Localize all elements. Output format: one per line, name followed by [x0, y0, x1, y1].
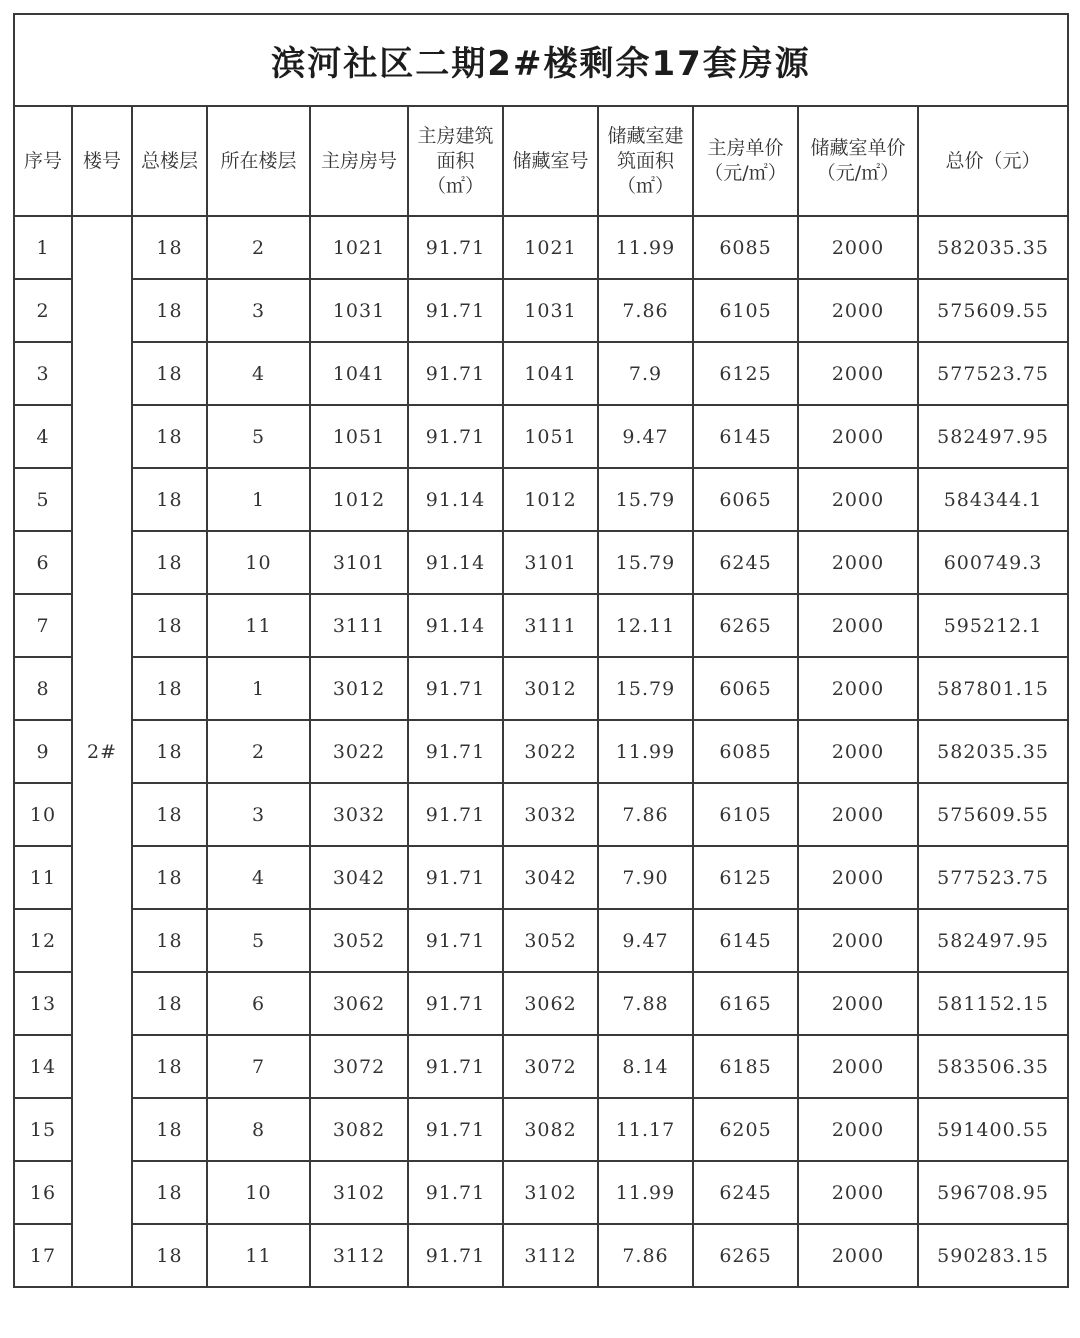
- cell-floor: 10: [207, 1161, 310, 1224]
- cell-seq: 6: [14, 531, 72, 594]
- cell-total-floors: 18: [132, 468, 207, 531]
- cell-floor: 1: [207, 657, 310, 720]
- cell-main-area: 91.71: [408, 1224, 503, 1287]
- cell-seq: 11: [14, 846, 72, 909]
- header-floor-line: 所在楼层: [220, 149, 297, 172]
- cell-main-area: 91.71: [408, 720, 503, 783]
- header-total-price-line: 总价（元）: [945, 149, 1041, 172]
- cell-total-price: 582035.35: [918, 720, 1068, 783]
- cell-storage-unit-price: 2000: [798, 846, 918, 909]
- cell-main-area: 91.71: [408, 342, 503, 405]
- cell-main-room-no: 3052: [310, 909, 408, 972]
- cell-storage-unit-price: 2000: [798, 657, 918, 720]
- cell-main-unit-price: 6265: [693, 594, 798, 657]
- cell-total-price: 581152.15: [918, 972, 1068, 1035]
- cell-floor: 1: [207, 468, 310, 531]
- cell-storage-area: 12.11: [598, 594, 693, 657]
- header-storage-area-line: 储藏室建: [607, 124, 684, 147]
- table-header-row: [14, 106, 1068, 216]
- table-row: [14, 405, 1068, 468]
- cell-storage-unit-price: 2000: [798, 1224, 918, 1287]
- cell-storage-area: 8.14: [598, 1035, 693, 1098]
- cell-total-price: 582497.95: [918, 909, 1068, 972]
- cell-floor: 2: [207, 720, 310, 783]
- cell-storage-no: 1031: [503, 279, 598, 342]
- table-row: [14, 783, 1068, 846]
- cell-seq: 15: [14, 1098, 72, 1161]
- cell-seq: 7: [14, 594, 72, 657]
- cell-seq: 4: [14, 405, 72, 468]
- cell-total-floors: 18: [132, 216, 207, 279]
- cell-main-unit-price: 6145: [693, 909, 798, 972]
- cell-main-area: 91.14: [408, 594, 503, 657]
- cell-main-room-no: 3022: [310, 720, 408, 783]
- header-storage-no: [503, 106, 598, 216]
- cell-storage-no: 3042: [503, 846, 598, 909]
- cell-main-area: 91.71: [408, 657, 503, 720]
- cell-storage-no: 1041: [503, 342, 598, 405]
- table-row: [14, 468, 1068, 531]
- cell-main-unit-price: 6085: [693, 216, 798, 279]
- cell-total-price: 587801.15: [918, 657, 1068, 720]
- housing-table: [13, 13, 1069, 1288]
- table-row: [14, 216, 1068, 279]
- table-row: [14, 846, 1068, 909]
- cell-storage-area: 11.99: [598, 1161, 693, 1224]
- cell-storage-no: 1021: [503, 216, 598, 279]
- cell-main-room-no: 3112: [310, 1224, 408, 1287]
- cell-seq: 16: [14, 1161, 72, 1224]
- cell-main-room-no: 1031: [310, 279, 408, 342]
- cell-storage-no: 3022: [503, 720, 598, 783]
- cell-total-floors: 18: [132, 972, 207, 1035]
- cell-storage-unit-price: 2000: [798, 468, 918, 531]
- cell-main-unit-price: 6145: [693, 405, 798, 468]
- cell-floor: 5: [207, 909, 310, 972]
- cell-storage-unit-price: 2000: [798, 279, 918, 342]
- table-body: [14, 216, 1068, 1287]
- cell-main-room-no: 1041: [310, 342, 408, 405]
- header-main-unit-price-line: （元/㎡）: [704, 162, 787, 184]
- cell-storage-area: 11.17: [598, 1098, 693, 1161]
- cell-seq: 17: [14, 1224, 72, 1287]
- cell-main-unit-price: 6085: [693, 720, 798, 783]
- cell-storage-area: 7.88: [598, 972, 693, 1035]
- cell-total-price: 600749.3: [918, 531, 1068, 594]
- table-row: [14, 1224, 1068, 1287]
- cell-total-price: 590283.15: [918, 1224, 1068, 1287]
- cell-storage-no: 3032: [503, 783, 598, 846]
- header-main-area-line: 主房建筑: [417, 124, 494, 147]
- table-row: [14, 909, 1068, 972]
- cell-storage-no: 3062: [503, 972, 598, 1035]
- cell-total-floors: 18: [132, 783, 207, 846]
- cell-storage-area: 15.79: [598, 657, 693, 720]
- cell-storage-no: 1012: [503, 468, 598, 531]
- cell-seq: 5: [14, 468, 72, 531]
- table-row: [14, 1161, 1068, 1224]
- cell-storage-unit-price: 2000: [798, 1098, 918, 1161]
- cell-floor: 5: [207, 405, 310, 468]
- cell-seq: 14: [14, 1035, 72, 1098]
- header-seq-line: 序号: [23, 149, 62, 172]
- header-building: [72, 106, 132, 216]
- cell-floor: 3: [207, 783, 310, 846]
- cell-storage-area: 7.86: [598, 1224, 693, 1287]
- cell-storage-unit-price: 2000: [798, 594, 918, 657]
- header-storage-unit-price-line: （元/㎡）: [816, 162, 900, 184]
- cell-total-floors: 18: [132, 1098, 207, 1161]
- cell-main-room-no: 3111: [310, 594, 408, 657]
- header-seq: [14, 106, 72, 216]
- table-title: 滨河社区二期2#楼剩余17套房源: [14, 14, 1068, 106]
- cell-total-floors: 18: [132, 657, 207, 720]
- cell-total-floors: 18: [132, 405, 207, 468]
- cell-main-area: 91.71: [408, 279, 503, 342]
- cell-main-room-no: 1012: [310, 468, 408, 531]
- cell-main-area: 91.71: [408, 405, 503, 468]
- cell-storage-area: 7.86: [598, 783, 693, 846]
- cell-main-unit-price: 6105: [693, 783, 798, 846]
- cell-storage-area: 15.79: [598, 531, 693, 594]
- cell-floor: 2: [207, 216, 310, 279]
- header-main-unit-price-line: 主房单价: [707, 137, 784, 159]
- cell-storage-no: 3012: [503, 657, 598, 720]
- cell-main-room-no: 1051: [310, 405, 408, 468]
- cell-main-area: 91.71: [408, 972, 503, 1035]
- cell-storage-no: 3052: [503, 909, 598, 972]
- cell-main-area: 91.14: [408, 531, 503, 594]
- cell-main-room-no: 3042: [310, 846, 408, 909]
- cell-main-room-no: 3062: [310, 972, 408, 1035]
- cell-main-area: 91.71: [408, 216, 503, 279]
- header-total-price: [918, 106, 1068, 216]
- cell-total-floors: 18: [132, 1035, 207, 1098]
- header-storage-unit-price: [798, 106, 918, 216]
- table-row: [14, 1035, 1068, 1098]
- cell-total-floors: 18: [132, 1224, 207, 1287]
- cell-storage-area: 11.99: [598, 216, 693, 279]
- cell-total-price: 591400.55: [918, 1098, 1068, 1161]
- table-row: [14, 342, 1068, 405]
- cell-seq: 10: [14, 783, 72, 846]
- cell-storage-unit-price: 2000: [798, 405, 918, 468]
- cell-storage-area: 7.9: [598, 342, 693, 405]
- cell-storage-unit-price: 2000: [798, 720, 918, 783]
- header-storage-area-line: （㎡）: [616, 174, 674, 197]
- header-main-room-no: [310, 106, 408, 216]
- cell-storage-unit-price: 2000: [798, 972, 918, 1035]
- cell-storage-no: 3082: [503, 1098, 598, 1161]
- cell-main-room-no: 1021: [310, 216, 408, 279]
- cell-main-room-no: 3072: [310, 1035, 408, 1098]
- header-total-floors: [132, 106, 207, 216]
- table-row: [14, 972, 1068, 1035]
- cell-storage-area: 11.99: [598, 720, 693, 783]
- cell-total-price: 577523.75: [918, 846, 1068, 909]
- cell-storage-area: 7.86: [598, 279, 693, 342]
- table-row: [14, 720, 1068, 783]
- cell-total-price: 596708.95: [918, 1161, 1068, 1224]
- cell-main-unit-price: 6245: [693, 531, 798, 594]
- cell-main-unit-price: 6245: [693, 1161, 798, 1224]
- cell-storage-unit-price: 2000: [798, 531, 918, 594]
- cell-floor: 3: [207, 279, 310, 342]
- cell-total-price: 582497.95: [918, 405, 1068, 468]
- cell-main-unit-price: 6205: [693, 1098, 798, 1161]
- cell-storage-no: 1051: [503, 405, 598, 468]
- header-main-area-line: 面积: [436, 149, 475, 172]
- header-storage-area: [598, 106, 693, 216]
- cell-main-room-no: 3012: [310, 657, 408, 720]
- cell-seq: 2: [14, 279, 72, 342]
- cell-main-room-no: 3082: [310, 1098, 408, 1161]
- header-main-area: [408, 106, 503, 216]
- cell-total-price: 582035.35: [918, 216, 1068, 279]
- cell-total-floors: 18: [132, 594, 207, 657]
- cell-floor: 10: [207, 531, 310, 594]
- cell-total-floors: 18: [132, 909, 207, 972]
- cell-floor: 11: [207, 1224, 310, 1287]
- cell-main-unit-price: 6065: [693, 468, 798, 531]
- cell-storage-area: 9.47: [598, 405, 693, 468]
- cell-main-area: 91.71: [408, 783, 503, 846]
- cell-total-price: 575609.55: [918, 279, 1068, 342]
- cell-floor: 4: [207, 846, 310, 909]
- header-main-room-no-line: 主房房号: [320, 149, 397, 172]
- cell-main-area: 91.14: [408, 468, 503, 531]
- table-row: [14, 279, 1068, 342]
- header-floor: [207, 106, 310, 216]
- cell-storage-no: 3101: [503, 531, 598, 594]
- cell-storage-area: 15.79: [598, 468, 693, 531]
- cell-total-floors: 18: [132, 720, 207, 783]
- cell-main-room-no: 3032: [310, 783, 408, 846]
- cell-seq: 13: [14, 972, 72, 1035]
- header-total-floors-line: 总楼层: [140, 149, 198, 172]
- cell-storage-area: 9.47: [598, 909, 693, 972]
- table-row: [14, 531, 1068, 594]
- header-building-line: 楼号: [82, 149, 121, 172]
- cell-storage-unit-price: 2000: [798, 909, 918, 972]
- cell-main-area: 91.71: [408, 846, 503, 909]
- cell-main-area: 91.71: [408, 909, 503, 972]
- cell-seq: 3: [14, 342, 72, 405]
- header-storage-unit-price-line: 储藏室单价: [810, 137, 906, 159]
- table-row: [14, 1098, 1068, 1161]
- cell-main-unit-price: 6125: [693, 342, 798, 405]
- cell-total-floors: 18: [132, 846, 207, 909]
- cell-main-area: 91.71: [408, 1035, 503, 1098]
- cell-main-unit-price: 6105: [693, 279, 798, 342]
- header-main-area-line: （㎡）: [426, 174, 484, 197]
- cell-floor: 6: [207, 972, 310, 1035]
- cell-storage-unit-price: 2000: [798, 342, 918, 405]
- cell-storage-no: 3111: [503, 594, 598, 657]
- cell-main-unit-price: 6125: [693, 846, 798, 909]
- cell-storage-no: 3112: [503, 1224, 598, 1287]
- cell-total-price: 584344.1: [918, 468, 1068, 531]
- cell-total-floors: 18: [132, 279, 207, 342]
- cell-total-floors: 18: [132, 531, 207, 594]
- cell-storage-no: 3102: [503, 1161, 598, 1224]
- header-main-unit-price: [693, 106, 798, 216]
- cell-floor: 11: [207, 594, 310, 657]
- table-row: [14, 657, 1068, 720]
- cell-storage-unit-price: 2000: [798, 1161, 918, 1224]
- cell-floor: 7: [207, 1035, 310, 1098]
- cell-storage-no: 3072: [503, 1035, 598, 1098]
- cell-seq: 1: [14, 216, 72, 279]
- cell-floor: 4: [207, 342, 310, 405]
- cell-total-floors: 18: [132, 342, 207, 405]
- cell-main-unit-price: 6065: [693, 657, 798, 720]
- cell-seq: 8: [14, 657, 72, 720]
- cell-total-floors: 18: [132, 1161, 207, 1224]
- cell-main-unit-price: 6265: [693, 1224, 798, 1287]
- cell-main-room-no: 3102: [310, 1161, 408, 1224]
- table-row: [14, 594, 1068, 657]
- cell-main-room-no: 3101: [310, 531, 408, 594]
- cell-total-price: 583506.35: [918, 1035, 1068, 1098]
- cell-seq: 9: [14, 720, 72, 783]
- cell-main-area: 91.71: [408, 1161, 503, 1224]
- cell-storage-area: 7.90: [598, 846, 693, 909]
- cell-storage-unit-price: 2000: [798, 783, 918, 846]
- cell-storage-unit-price: 2000: [798, 1035, 918, 1098]
- cell-floor: 8: [207, 1098, 310, 1161]
- cell-main-unit-price: 6165: [693, 972, 798, 1035]
- cell-total-price: 595212.1: [918, 594, 1068, 657]
- cell-main-unit-price: 6185: [693, 1035, 798, 1098]
- header-storage-area-line: 筑面积: [616, 149, 674, 172]
- cell-seq: 12: [14, 909, 72, 972]
- cell-total-price: 577523.75: [918, 342, 1068, 405]
- cell-total-price: 575609.55: [918, 783, 1068, 846]
- cell-main-area: 91.71: [408, 1098, 503, 1161]
- header-storage-no-line: 储藏室号: [512, 149, 589, 172]
- cell-storage-unit-price: 2000: [798, 216, 918, 279]
- cell-building: 2#: [72, 216, 132, 1287]
